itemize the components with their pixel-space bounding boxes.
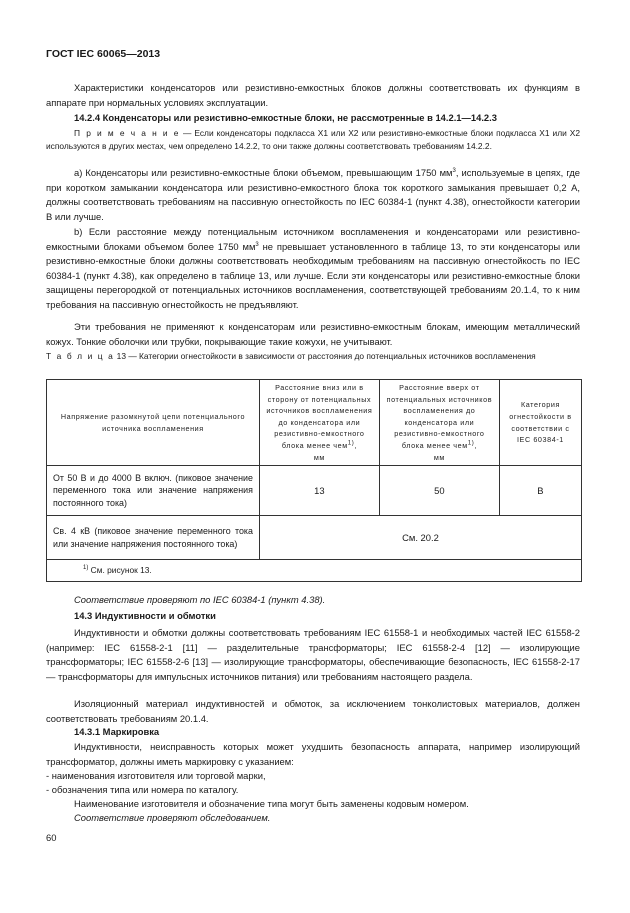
header-voltage-text: Напряжение разомкнутой цепи потенциального источника воспламенения — [60, 411, 246, 433]
row1-distance-up-cell: 50 — [379, 466, 499, 516]
item-b-text-1: b) Если расстояние между потенциальным источником воспламенения и конденсаторами или резистивно-емкостными блоками объемом более 1750 мм — [46, 226, 580, 252]
header-distance-up-unit: мм — [433, 452, 445, 462]
row1-category-cell: B — [499, 466, 581, 516]
item-a-text-2: , используемые в цепях, где при коротком замыкании конденсатора или резистивно-емкостного блока ток короткого замыкания превышает 0,2 А, должны соответствовать требованиям на пассивную огнестойкость по IEC 60384-1 (пункт 4.38), огнестойкости категории B или лучше. — [46, 167, 580, 222]
note-label: П р и м е ч а н и е — [74, 128, 181, 138]
table-footnote-cell — [47, 560, 582, 582]
table-footnote-row — [47, 560, 582, 582]
table-header-row — [47, 380, 582, 466]
table-caption — [46, 350, 580, 363]
header-distance-up-footnote: 1) — [467, 440, 475, 447]
paragraph-characteristics: Характеристики конденсаторов или резистивно-емкостных блоков должны соответствовать их функциям в аппарате при нормальных условиях эксплуатации. — [46, 82, 580, 108]
row1-distance-down-cell: 13 — [259, 466, 379, 516]
header-distance-up-text: Расстояние вверх от потенциальных источников воспламенения до конденсатора или резистивно-емкостного блока менее чем — [386, 383, 493, 450]
compliance-check-2: Соответствие проверяют обследованием. — [74, 812, 271, 823]
table-caption-text: 13 — Категории огнестойкости в зависимости от расстояния до потенциальных источников воспламенения — [114, 351, 536, 361]
paragraph-item-b — [46, 225, 580, 313]
paragraph-code-number: Наименование изготовителя и обозначение типа могут быть заменены кодовым номером. — [74, 798, 469, 809]
table-caption-label: Т а б л и ц а — [46, 351, 115, 361]
table-row — [47, 516, 582, 560]
row1-voltage-cell: От 50 В и до 4000 В включ. (пиковое значение переменного тока или значение напряжения постоянного тока) — [47, 466, 260, 516]
item-b-superscript: 3 — [255, 241, 259, 248]
paragraph-insulation: Изоляционный материал индуктивностей и обмоток, за исключением тонколистовых материалов, должен соответствовать требованиям 20.1.4. — [46, 698, 580, 724]
list-item: - обозначения типа или номера по каталогу. — [46, 784, 239, 795]
paragraph-item-a — [46, 166, 580, 224]
header-distance-down-text: Расстояние вниз или в сторону от потенциальных источников воспламенения до конденсатора или резистивно-емкостного блока менее чем — [266, 383, 373, 450]
row2-voltage-cell: Св. 4 кВ (пиковое значение переменного тока или значение напряжения постоянного тока) — [47, 516, 260, 560]
paragraph-marking: Индуктивности, неисправность которых может ухудшить безопасность аппарата, например изолирующий трансформатор, должны иметь маркировку с указанием: — [46, 741, 580, 767]
row2-reference-cell: См. 20.2 — [259, 516, 581, 560]
header-cell-voltage — [47, 380, 260, 466]
header-cell-distance-down: Расстояние вниз или в сторону от потенциальных источников воспламенения до конденсатора или резистивно-емкостного блока менее чем$^{1)}$, мм — [259, 380, 379, 466]
item-b-text-2: не превышает установленного в таблице 13, то эти конденсаторы или резистивно-емкостные блоки должны соответствовать необходимым требованиям на пассивную огнестойкость по IEC 60384-1 (пункт 4.38), как определено в таблице 13, или лучше. Если эти конденсаторы или резистивно-емкостные блоки защищены перегородкой от потенциальных источников воспламенения, соответствующей требованиям 20.1.4, то к ним требования на пассивную огнестойкость не предъявляют. — [46, 240, 580, 310]
header-distance-down-unit: мм — [313, 452, 325, 462]
table-13 — [46, 379, 582, 582]
list-item: - наименования изготовителя или торговой марки, — [46, 770, 266, 781]
header-category-text: Категория огнестойкости в соответствии с IEC 60384-1 — [509, 400, 572, 445]
header-cell-category — [499, 380, 581, 466]
footnote-text: См. рисунок 13. — [88, 564, 152, 575]
header-cell-distance-up: Расстояние вверх от потенциальных источников воспламенения до конденсатора или резистивно-емкостного блока менее чем$^{1)}$, мм — [379, 380, 499, 466]
note-text: — Если конденсаторы подкласса X1 или X2 или резистивно-емкостные блоки подкласса X1 или X2 используются в других местах, чем определено 14.2.2, то они также должны соответствовать требованиям 14.2.2. — [46, 128, 580, 152]
footnote-mark: 1) — [83, 565, 89, 572]
table-row — [47, 466, 582, 516]
compliance-check-1: Соответствие проверяют по IEC 60384-1 (пункт 4.38). — [74, 594, 326, 605]
item-a-superscript: 3 — [452, 167, 456, 174]
page-number: 60 — [46, 832, 57, 843]
heading-14-3-1: 14.3.1 Маркировка — [74, 726, 160, 737]
paragraph-inductances: Индуктивности и обмотки должны соответствовать требованиям IEC 61558-1 и необходимых частей IEC 61558-2 (например: IEC 61558-2-1 [11] — разделительные трансформаторы; IEC 61558-2-4 [12] — изолирующие трансформаторы; IEC 61558-2-6 [13] — изолирующие трансформаторы, обеспечивающие безопасность, IEC 61558-2-17 — трансформаторы для импульсных источников питания) или требованиям настоящего раздела. — [46, 627, 580, 682]
note-block — [46, 127, 580, 154]
header-distance-down-footnote: 1) — [347, 440, 355, 447]
heading-14-3: 14.3 Индуктивности и обмотки — [74, 610, 216, 621]
item-a-text-1: а) Конденсаторы или резистивно-емкостные блоки объемом, превышающим 1750 мм — [74, 167, 453, 178]
heading-14-2-4: 14.2.4 Конденсаторы или резистивно-емкостные блоки, не рассмотренные в 14.2.1—14.2.3 — [74, 112, 497, 123]
document-header: ГОСТ IEC 60065—2013 — [46, 48, 161, 60]
paragraph-metal-case: Эти требования не применяют к конденсаторам или резистивно-емкостным блокам, имеющим металлический кожух. Тонкие оболочки или трубки, покрывающие такие кожухи, не учитывают. — [46, 321, 580, 347]
